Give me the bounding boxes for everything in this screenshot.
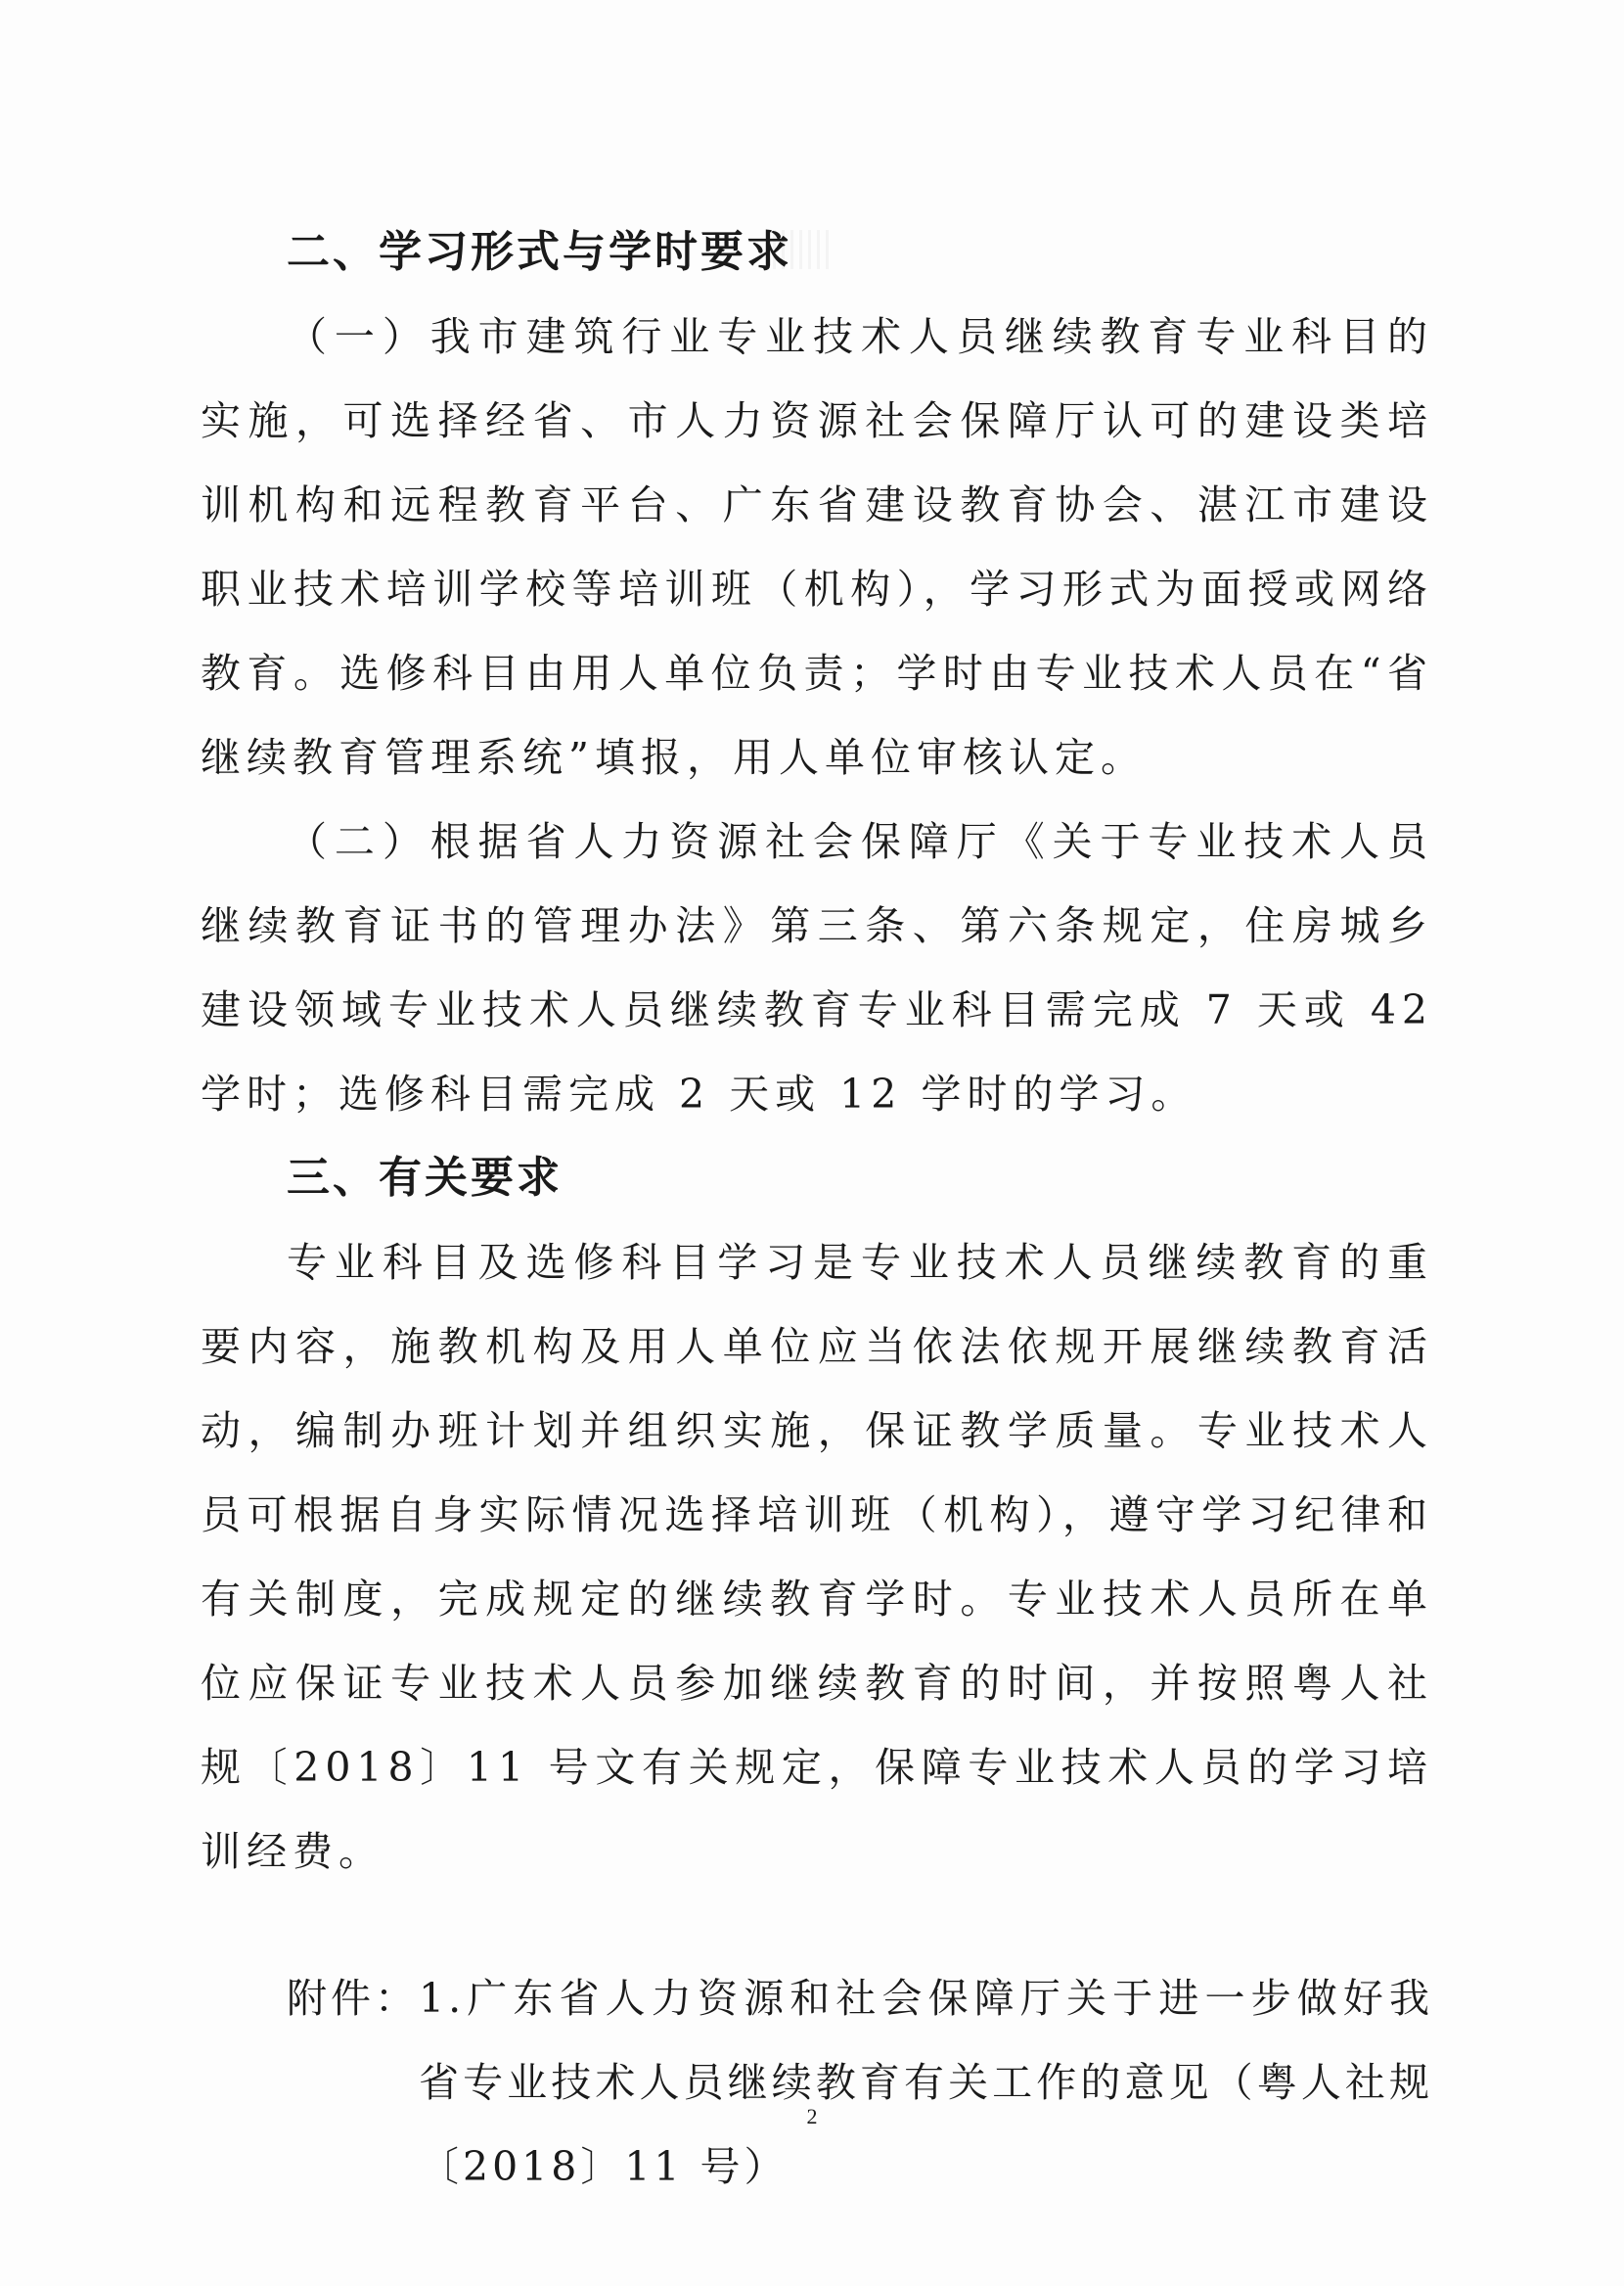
section-heading-study-form: 二、学习形式与学时要求 <box>287 227 792 277</box>
attachment-block <box>201 1956 1433 2209</box>
attachment-text: 1.广东省人力资源和社会保障厅关于进一步做好我省专业技术人员继续教育有关工作的意见（粤人社规〔2018〕11 号） <box>419 1975 1433 2190</box>
paragraph-study-form-2: （二）根据省人力资源社会保障厅《关于专业技术人员继续教育证书的管理办法》第三条、第六条规定，住房城乡建设领域专业技术人员继续教育专业科目需完成 7 天或 42 学时；选修科目需完成 2 天或 12 学时的学习。 <box>201 818 1433 1118</box>
paragraph-study-form-1: （一）我市建筑行业专业技术人员继续教育专业科目的实施，可选择经省、市人力资源社会保障厅认可的建设类培训机构和远程教育平台、广东省建设教育协会、湛江市建设职业技术培训学校等培训班（机构），学习形式为面授或网络教育。选修科目由用人单位负责；学时由专业技术人员在“省继续教育管理系统”填报，用人单位审核认定。 <box>201 313 1433 781</box>
document-body <box>201 210 1433 2209</box>
section-heading-requirements: 三、有关要求 <box>287 1153 563 1203</box>
attachment-label: 附件： <box>287 1975 419 2022</box>
page-number: 2 <box>806 2104 818 2128</box>
paragraph-requirements-1: 专业科目及选修科目学习是专业技术人员继续教育的重要内容，施教机构及用人单位应当依法依规开展继续教育活动，编制办班计划并组织实施，保证教学质量。专业技术人员可根据自身实际情况选择培训班（机构），遵守学习纪律和有关制度，完成规定的继续教育学时。专业技术人员所在单位应保证专业技术人员参加继续教育的时间，并按照粤人社规〔2018〕11 号文有关规定，保障专业技术人员的学习培训经费。 <box>201 1239 1433 1875</box>
